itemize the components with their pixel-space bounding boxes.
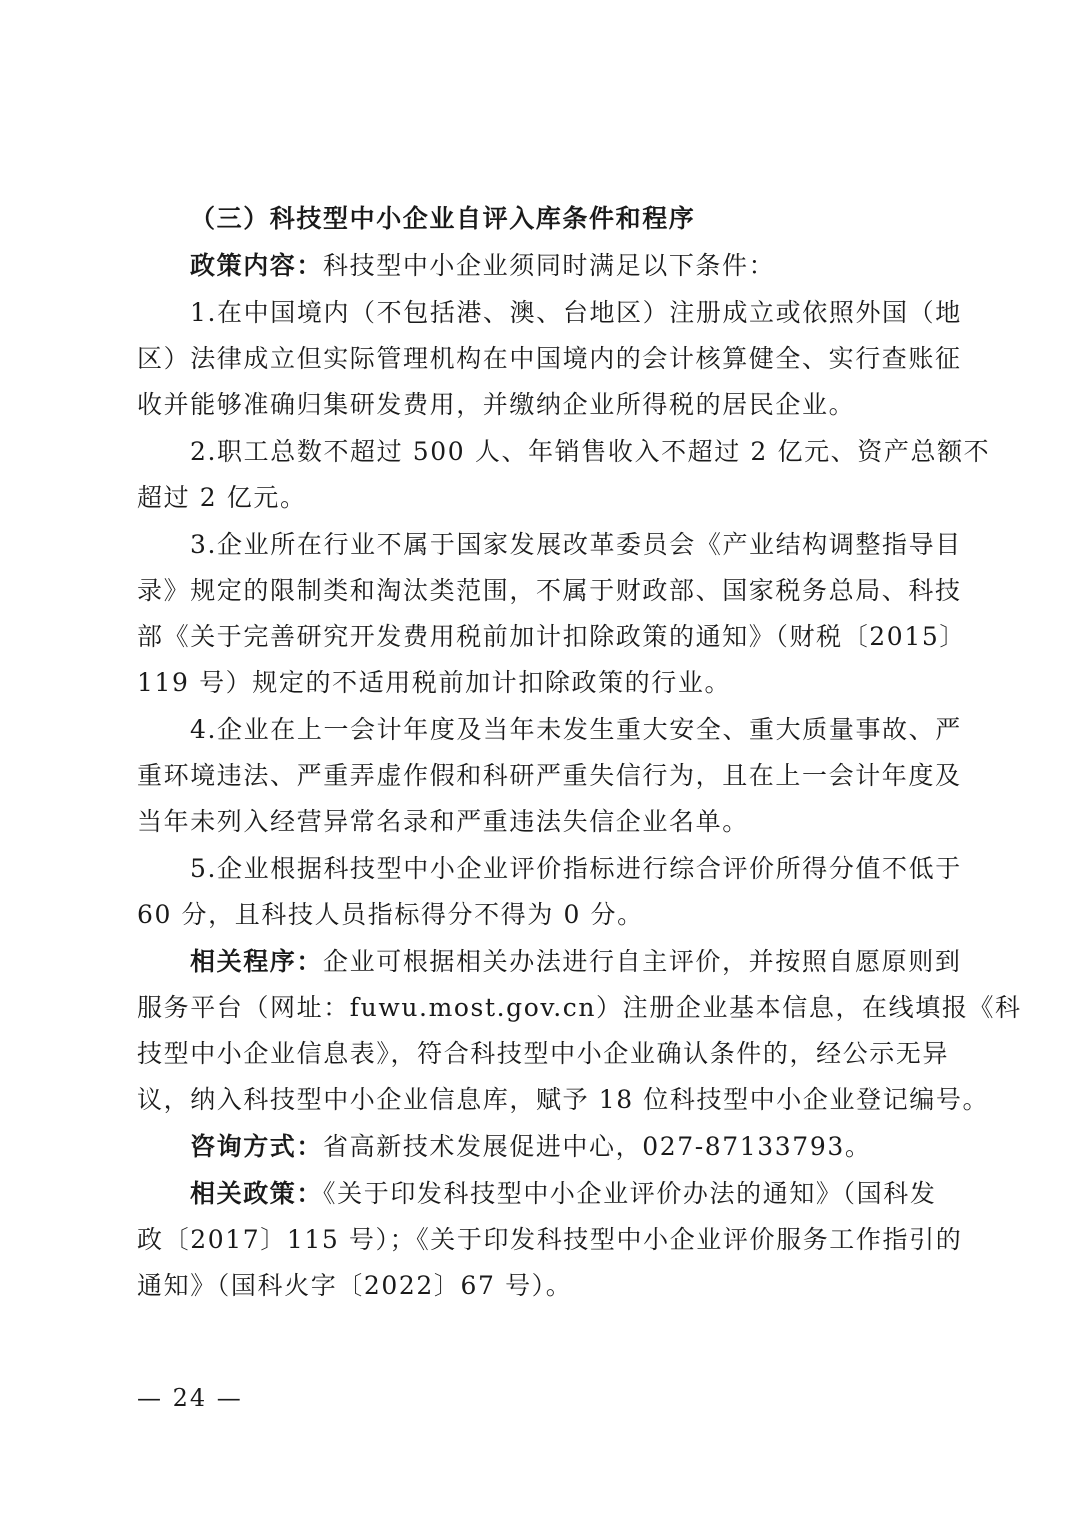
- procedure-text: 企业可根据相关办法进行自主评价，并按照自愿原则到: [323, 947, 962, 976]
- condition-4-line: 4.企业在上一会计年度及当年未发生重大安全、重大质量事故、严: [190, 715, 962, 744]
- related-policy-label: 相关政策：: [190, 1179, 324, 1208]
- policy-content-text: 科技型中小企业须同时满足以下条件：: [323, 251, 776, 280]
- condition-3-line: 部《关于完善研究开发费用税前加计扣除政策的通知》（财税〔2015〕: [137, 622, 966, 651]
- procedure-line: 服务平台（网址：fuwu.most.gov.cn）注册企业基本信息，在线填报《科: [137, 993, 1022, 1022]
- condition-3: [137, 522, 966, 706]
- condition-1-line: 收并能够准确归集研发费用，并缴纳企业所得税的居民企业。: [137, 390, 856, 419]
- related-policy-line: [137, 1171, 937, 1217]
- consult-label: 咨询方式：: [190, 1132, 324, 1161]
- consult-text: 省高新技术发展促进中心，027-87133793。: [323, 1132, 872, 1161]
- procedure-line: 技型中小企业信息表》，符合科技型中小企业确认条件的，经公示无异: [137, 1039, 950, 1068]
- condition-1-line: 区）法律成立但实际管理机构在中国境内的会计核算健全、实行查账征: [137, 344, 962, 373]
- page-number: — 24 —: [137, 1384, 243, 1412]
- condition-3-line: 3.企业所在行业不属于国家发展改革委员会《产业结构调整指导目: [190, 530, 962, 559]
- condition-2-line: 超过 2 亿元。: [137, 483, 307, 512]
- section-title: （三）科技型中小企业自评入库条件和程序: [190, 204, 696, 233]
- policy-content-paragraph: [137, 243, 927, 289]
- procedure-label: 相关程序：: [190, 947, 324, 976]
- condition-1: [137, 290, 962, 428]
- related-policy-paragraph: [137, 1171, 963, 1309]
- condition-2: [137, 429, 991, 521]
- related-policy-line: 政〔2017〕115 号）；《关于印发科技型中小企业评价服务工作指引的: [137, 1225, 963, 1254]
- procedure-line: 议，纳入科技型中小企业信息库，赋予 18 位科技型中小企业登记编号。: [137, 1085, 990, 1114]
- condition-4: [137, 707, 962, 845]
- related-policy-text: 《关于印发科技型中小企业评价办法的通知》（国科发: [323, 1179, 937, 1208]
- condition-3-line: 录》规定的限制类和淘汰类范围，不属于财政部、国家税务总局、科技: [137, 576, 962, 605]
- related-policy-line: 通知》（国科火字〔2022〕67 号）。: [137, 1271, 573, 1300]
- condition-2-line: 2.职工总数不超过 500 人、年销售收入不超过 2 亿元、资产总额不: [190, 437, 991, 466]
- procedure-paragraph: [137, 939, 1022, 1123]
- condition-3-line: 119 号）规定的不适用税前加计扣除政策的行业。: [137, 668, 732, 697]
- policy-content-label: 政策内容：: [190, 251, 324, 280]
- condition-4-line: 重环境违法、严重弄虚作假和科研严重失信行为，且在上一会计年度及: [137, 761, 962, 790]
- condition-4-line: 当年未列入经营异常名录和严重违法失信企业名单。: [137, 807, 749, 836]
- condition-1-line: 1.在中国境内（不包括港、澳、台地区）注册成立或依照外国（地: [190, 298, 962, 327]
- consult-paragraph: [137, 1124, 927, 1170]
- condition-5: [137, 846, 962, 938]
- procedure-line: [137, 939, 962, 985]
- document-body: [137, 196, 1022, 1310]
- condition-5-line: 60 分，且科技人员指标得分不得为 0 分。: [137, 900, 644, 929]
- condition-5-line: 5.企业根据科技型中小企业评价指标进行综合评价所得分值不低于: [190, 854, 962, 883]
